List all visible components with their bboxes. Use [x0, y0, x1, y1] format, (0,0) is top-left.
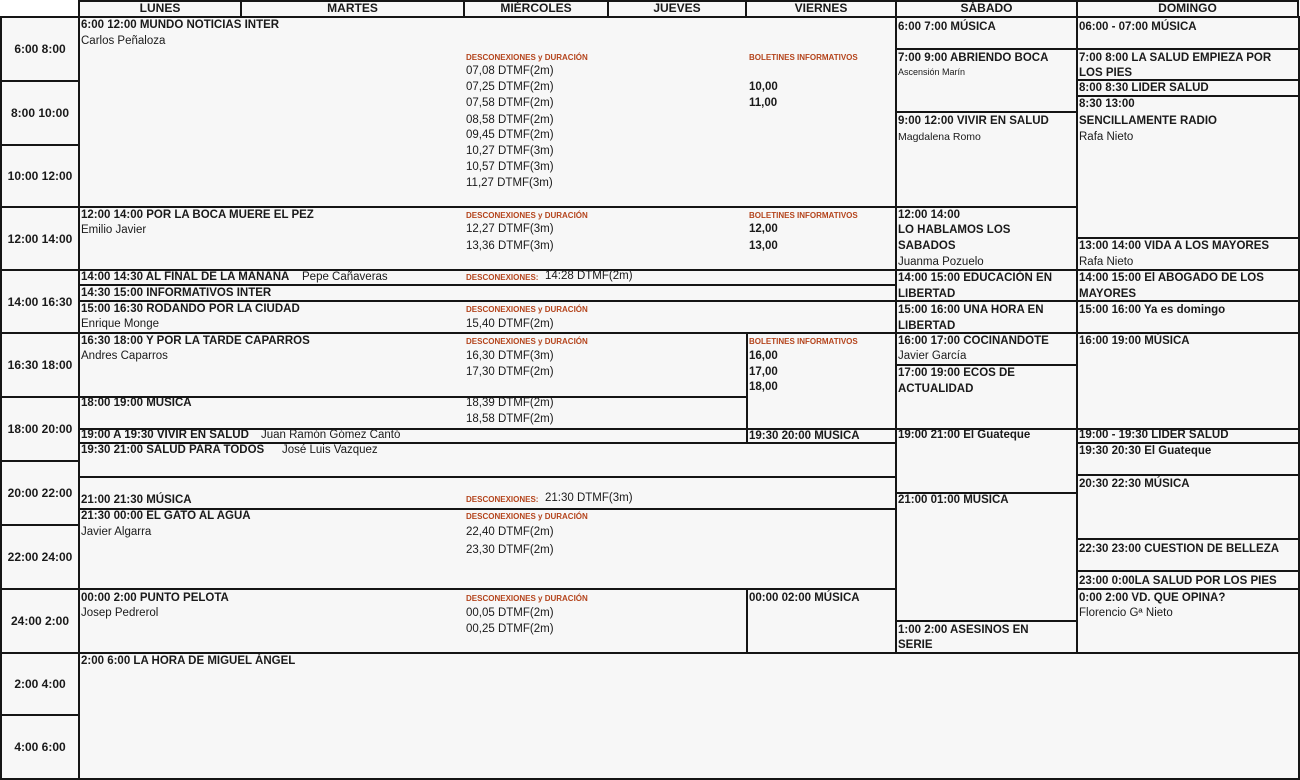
dtmf-entry: 10,27 DTMF(3m) [466, 145, 554, 157]
program-host: Rafa Nieto [1079, 256, 1134, 268]
dtmf-entry: 11,27 DTMF(3m) [466, 177, 553, 189]
boletines-label: BOLETINES INFORMATIVOS [749, 337, 858, 346]
program-title: 14:00 15:00 El ABOGADO DE LOS [1079, 272, 1264, 284]
dtmf-entry: 08,58 DTMF(2m) [466, 114, 554, 126]
program-title: 12:00 14:00 POR LA BOCA MUERE EL PEZ [81, 209, 314, 221]
header-miercoles: MIÉRCOLES [463, 0, 609, 18]
program-title: 19:00 21:00 El Guateque [898, 429, 1031, 441]
program-title: 8:00 8:30 LIDER SALUD [1079, 82, 1209, 94]
program-host: Florencio Gª Nieto [1079, 607, 1173, 619]
program-title: 19:30 21:00 SALUD PARA TODOS [81, 444, 265, 456]
program-title: ACTUALIDAD [898, 383, 974, 395]
program-host: Pepe Cañaveras [302, 271, 388, 283]
boletines-label: BOLETINES INFORMATIVOS [749, 211, 858, 220]
time-slot: 6:00 8:00 [0, 16, 80, 82]
boletin-time: 11,00 [749, 97, 778, 109]
program-title: 14:00 14:30 AL FINAL DE LA MAÑANA [81, 271, 290, 283]
dtmf-entry: 09,45 DTMF(2m) [466, 129, 554, 141]
boletin-time: 12,00 [749, 223, 778, 235]
program-title: 12:00 14:00 [898, 209, 961, 221]
time-slot: 22:00 24:00 [0, 524, 80, 590]
time-slot: 2:00 4:00 [0, 652, 80, 716]
program-title: 19:30 20:00 MÚSICA [749, 430, 860, 442]
program-title: 21:00 01:00 MÚSICA [898, 494, 1009, 506]
program-title: 19:30 20:30 El Guateque [1079, 445, 1212, 457]
program-title: LO HABLAMOS LOS [898, 224, 1011, 236]
program-host: Emilio Javier [81, 224, 147, 236]
time-slot: 24:00 2:00 [0, 588, 80, 654]
program-title: 15:00 16:00 Ya es domingo [1079, 304, 1226, 316]
program-title: 21:30 00:00 EL GATO AL AGUA [81, 510, 251, 522]
program-host: Magdalena Romo [898, 131, 981, 143]
program-title: 0:00 2:00 VD. QUE OPINA? [1079, 592, 1226, 604]
desconexiones-label: DESCONEXIONES: [466, 495, 539, 504]
boletines-label: BOLETINES INFORMATIVOS [749, 53, 858, 62]
dtmf-entry: 16,30 DTMF(3m) [466, 350, 554, 362]
desconexiones-label: DESCONEXIONES: [466, 273, 539, 282]
time-slot: 16:30 18:00 [0, 332, 80, 398]
program-host: Javier García [898, 350, 967, 362]
program-title: 2:00 6:00 LA HORA DE MIGUEL ÁNGEL [81, 655, 296, 667]
header-domingo: DOMINGO [1076, 0, 1299, 18]
boletin-time: 13,00 [749, 240, 778, 252]
time-slot: 12:00 14:00 [0, 206, 80, 271]
time-slot: 14:00 16:30 [0, 269, 80, 334]
program-host: Josep Pedrerol [81, 607, 159, 619]
program-host: Carlos Peñaloza [81, 35, 166, 47]
dtmf-entry: 22,40 DTMF(2m) [466, 526, 554, 538]
program-title: 1:00 2:00 ASESINOS EN [898, 624, 1029, 636]
time-slot: 10:00 12:00 [0, 144, 80, 208]
time-slot: 4:00 6:00 [0, 714, 80, 780]
program-title: 6:00 12:00 MUNDO NOTICIAS INTER [81, 19, 280, 31]
program-title: 8:30 13:00 [1079, 98, 1135, 110]
program-host: Andres Caparros [81, 350, 168, 362]
header-viernes: VIERNES [745, 0, 897, 18]
dtmf-entry: 23,30 DTMF(2m) [466, 544, 554, 556]
program-title: SERIE [898, 639, 933, 651]
dtmf-entry: 15,40 DTMF(2m) [466, 318, 554, 330]
program-title: 06:00 - 07:00 MÚSICA [1079, 21, 1197, 33]
program-title: LIBERTAD [898, 288, 956, 300]
program-title: 00:00 2:00 PUNTO PELOTA [81, 592, 229, 604]
header-jueves: JUEVES [607, 0, 747, 18]
program-block [895, 492, 1078, 622]
program-title: 7:00 8:00 LA SALUD EMPIEZA POR [1079, 52, 1272, 64]
dtmf-entry: 18,58 DTMF(2m) [466, 413, 554, 425]
program-host: José Luis Vazquez [282, 444, 378, 456]
program-title: LIBERTAD [898, 320, 956, 332]
program-title: 14:30 15:00 INFORMATIVOS INTER [81, 287, 272, 299]
desconexiones-label: DESCONEXIONES y DURACIÓN [466, 594, 588, 603]
program-title: SENCILLAMENTE RADIO [1079, 115, 1217, 127]
dtmf-entry: 10,57 DTMF(3m) [466, 161, 554, 173]
header-sabado: SÁBADO [895, 0, 1078, 18]
program-title: 7:00 9:00 ABRIENDO BOCA [898, 52, 1049, 64]
dtmf-entry: 07,25 DTMF(2m) [466, 81, 554, 93]
desconexiones-label: DESCONEXIONES y DURACIÓN [466, 305, 588, 314]
desconexiones-label: DESCONEXIONES y DURACIÓN [466, 211, 588, 220]
program-title: 21:00 21:30 MÚSICA [81, 494, 192, 506]
boletin-time: 17,00 [749, 366, 778, 378]
program-title: 22:30 23:00 CUESTION DE BELLEZA [1079, 543, 1280, 555]
dtmf-entry: 07,08 DTMF(2m) [466, 65, 554, 77]
program-host: Juan Ramón Gómez Cantó [261, 429, 401, 441]
program-title: 23:00 0:00LA SALUD POR LOS PIES [1079, 575, 1277, 587]
program-title: 20:30 22:30 MÚSICA [1079, 478, 1190, 490]
boletin-time: 18,00 [749, 381, 778, 393]
time-slot: 18:00 20:00 [0, 396, 80, 462]
program-title: 00:00 02:00 MÚSICA [749, 592, 860, 604]
program-host: Enrique Monge [81, 318, 159, 330]
program-host: Juanma Pozuelo [898, 256, 984, 268]
dtmf-entry: 07,58 DTMF(2m) [466, 97, 554, 109]
boletin-time: 10,00 [749, 81, 778, 93]
program-title: LOS PIES [1079, 67, 1133, 79]
program-title: 18:00 19:00 MUSICA [81, 397, 192, 409]
time-slot: 20:00 22:00 [0, 460, 80, 526]
dtmf-entry: 17,30 DTMF(2m) [466, 366, 554, 378]
program-title: 13:00 14:00 VIDA A LOS MAYORES [1079, 240, 1270, 252]
program-title: 6:00 7:00 MÚSICA [898, 21, 996, 33]
desconexiones-label: DESCONEXIONES y DURACIÓN [466, 512, 588, 521]
program-host: Ascensión Marín [898, 67, 966, 77]
program-title: 14:00 15:00 EDUCACIÓN EN [898, 272, 1053, 284]
program-host: Rafa Nieto [1079, 131, 1134, 143]
desconexiones-label: DESCONEXIONES y DURACIÓN [466, 337, 588, 346]
program-title: 19:00 - 19:30 LIDER SALUD [1079, 429, 1229, 441]
desconexiones-label: DESCONEXIONES y DURACIÓN [466, 53, 588, 62]
boletin-time: 16,00 [749, 350, 778, 362]
dtmf-entry: 13,36 DTMF(3m) [466, 240, 554, 252]
dtmf-entry: 00,25 DTMF(2m) [466, 623, 554, 635]
program-title: 16:00 17:00 COCINANDOTE [898, 335, 1049, 347]
header-lunes: LUNES [78, 0, 242, 18]
dtmf-entry: 21:30 DTMF(3m) [545, 492, 633, 504]
program-title: 15:00 16:00 UNA HORA EN [898, 304, 1044, 316]
dtmf-entry: 00,05 DTMF(2m) [466, 607, 554, 619]
program-title: 16:30 18:00 Y POR LA TARDE CAPARROS [81, 335, 310, 347]
program-host: Javier Algarra [81, 526, 152, 538]
program-title: 9:00 12:00 VIVIR EN SALUD [898, 115, 1049, 127]
time-slot: 8:00 10:00 [0, 80, 80, 146]
program-title: SABADOS [898, 240, 956, 252]
dtmf-entry: 14:28 DTMF(2m) [545, 270, 633, 282]
dtmf-entry: 12,27 DTMF(3m) [466, 223, 554, 235]
program-title: 17:00 19:00 ECOS DE [898, 367, 1015, 379]
program-title: 19:00 A 19:30 VIVIR EN SALUD [81, 429, 249, 441]
program-title: 16:00 19:00 MÚSICA [1079, 335, 1190, 347]
program-title: MAYORES [1079, 288, 1137, 300]
dtmf-entry: 18,39 DTMF(2m) [466, 397, 554, 409]
program-title: 15:00 16:30 RODANDO POR LA CIUDAD [81, 303, 300, 315]
program-block [78, 652, 1300, 780]
header-martes: MARTES [240, 0, 465, 18]
